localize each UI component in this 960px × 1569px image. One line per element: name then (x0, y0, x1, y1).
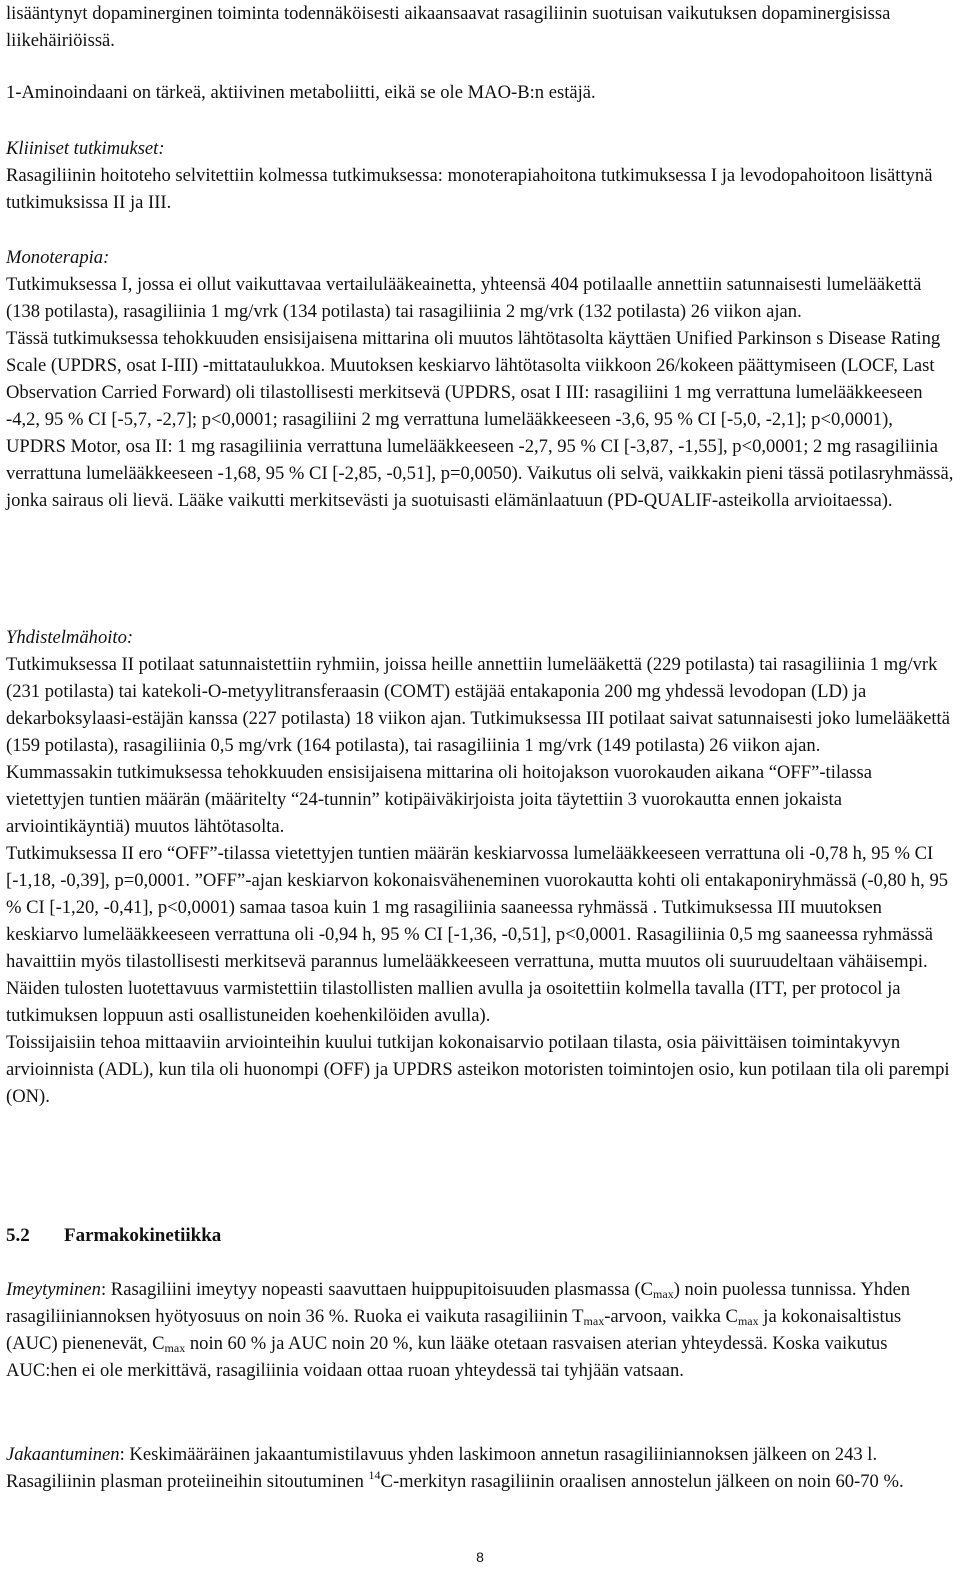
page-number: 8 (476, 1549, 484, 1565)
absorption-paragraph: Imeytyminen: Rasagiliini imeytyy nopeasti saavuttaen huippupitoisuuden plasmassa $(C_{max})$ noin puolessa tunnissa. Yhden rasagiliiniannoksen hyötyosuus on noin 36 %. Ruoka ei vaikuta rasagiliinin $T_{max}$-arvoon, vaikka $C_{max}$ ja kokonaisaltistus (AUC) pienenevät, $C_{max}$ noin 60 % ja AUC noin 20 %, kun lääke otetaan rasvaisen aterian yhteydessä. Koska vaikutus AUC:hen ei ole merkittävä, rasagiliinia voidaan ottaa ruoan yhteydessä tai tyhjään vatsaan. (6, 1279, 911, 1381)
monotherapy-heading: Monoterapia: (6, 247, 110, 268)
monotherapy-paragraph-2: Tässä tutkimuksessa tehokkuuden ensisijaisena mittarina oli muutos lähtötasolta käyttäen Unified Parkinson s Disease Rating Scale (UPDRS, osat I-III) -mittataulukkoa. Muutoksen keskiarvo lähtötasolta viikkoon 26/kokeen päättymiseen (LOCF, Last Observation Carried Forward) oli tilastollisesti merkitsevä (UPDRS, osat I III: rasagiliini 1 mg verrattuna lumelääkkeeseen -4,2, 95 % CI [-5,7, -2,7]; p<0,0001; rasagiliini 2 mg verrattuna lumelääkkeeseen -3,6, 95 % CI [-5,0, -2,1]; p<0,0001), UPDRS Motor, osa II: 1 mg rasagiliinia verrattuna lumelääkkeeseen -2,7, 95 % CI [-3,87, -1,55], p<0,0001; 2 mg rasagiliinia verrattuna lumelääkkeeseen -1,68, 95 % CI [-2,85, -0,51], p=0,0050). Vaikutus oli selvä, vaikkakin pieni tässä potilasryhmässä, jonka sairaus oli lievä. Lääke vaikutti merkitsevästi ja suotuisasti elämänlaatuun (PD-QUALIF-asteikolla arvioitaessa). (6, 328, 954, 511)
paragraph-intro-1: lisääntynyt dopaminerginen toiminta todennäköisesti aikaansaavat rasagiliinin suotuisan vaikutuksen dopaminergisissa liikehäiriöissä. (6, 3, 891, 51)
combination-paragraph-3: Tutkimuksessa II ero “OFF”-tilassa vietettyjen tuntien määrän keskiarvossa lumelääkkeeseen verrattuna oli -0,78 h, 95 % CI [-1,18, -0,39], p=0,0001. ”OFF”-ajan keskiarvon kokonaisväheneminen vuorokautta kohti oli entakaponiryhmässä (-0,80 h, 95 % CI [-1,20, -0,41], p<0,0001) samaa tasoa kuin 1 mg rasagiliinia saaneessa ryhmässä . Tutkimuksessa III muutoksen keskiarvo lumelääkkeeseen verrattuna oli -0,94 h, 95 % CI [-1,36, -0,51], p<0,0001. Rasagiliinia 0,5 mg saaneessa ryhmässä havaittiin myös tilastollisesti merkitsevä parannus lumelääkkeeseen verrattuna, mutta muutos oli suuruudeltaan vähäisempi. Näiden tulosten luotettavuus varmistettiin tilastollisten mallien avulla ja osoitettiin kolmella tavalla (ITT, per protocol ja tutkimuksen loppuun asti osallistuneiden koehenkilöiden avulla). (6, 843, 949, 1026)
combination-paragraph-4: Toissijaisiin tehoa mittaaviin arviointeihin kuului tutkijan kokonaisarvio potilaan tilasta, osia päivittäisen toimintakyvyn arvioinnista (ADL), kun tila oli huonompi (OFF) ja UPDRS asteikon motoristen toimintojen osio, kun potilaan tila oli parempi (ON). (6, 1032, 950, 1107)
clinical-heading: Kliiniset tutkimukset: (6, 138, 165, 159)
monotherapy-paragraph-1: Tutkimuksessa I, jossa ei ollut vaikuttavaa vertailulääkeainetta, yhteensä 404 potilaalle annettiin satunnaisesti lumelääkettä (138 potilasta), rasagiliinia 1 mg/vrk (134 potilasta) tai rasagiliinia 2 mg/vrk (132 potilasta) 26 viikon ajan. (6, 274, 922, 322)
combination-paragraph-2: Kummassakin tutkimuksessa tehokkuuden ensisijaisena mittarina oli hoitojakson vuorokauden aikana “OFF”-tilassa vietettyjen tuntien määrän (määritelty “24-tunnin” kotipäiväkirjoista joita täytettiin 3 vuorokautta ennen jokaista arviointikäyntiä) muutos lähtötasolta. (6, 762, 872, 837)
clinical-paragraph: Rasagiliinin hoitoteho selvitettiin kolmessa tutkimuksessa: monoterapiahoitona tutkimuksessa I ja levodopahoitoon lisättynä tutkimuksissa II ja III. (6, 165, 933, 213)
section-title: Farmakokinetiikka (64, 1225, 222, 1246)
combination-paragraph-1: Tutkimuksessa II potilaat satunnaistettiin ryhmiin, joissa heille annettiin lumelääkettä (229 potilasta) tai rasagiliinia 1 mg/vrk (231 potilasta) tai katekoli-O-metyylitransferaasin (COMT) estäjää entakaponia 200 mg yhdessä levodopan (LD) ja dekarboksylaasi-estäjän kanssa (227 potilasta) 18 viikon ajan. Tutkimuksessa III potilaat saivat satunnaisesti joko lumelääkettä (159 potilasta), rasagiliinia 0,5 mg/vrk (164 potilasta), tai rasagiliinia 1 mg/vrk (149 potilasta) 26 viikon ajan. (6, 654, 950, 756)
section-number: 5.2 (6, 1225, 30, 1246)
absorption-label: Imeytyminen (6, 1279, 101, 1300)
section-heading (6, 1222, 221, 1249)
paragraph-intro-2: 1-Aminoindaani on tärkeä, aktiivinen metaboliitti, eikä se ole MAO-B:n estäjä. (6, 82, 596, 103)
combination-heading: Yhdistelmähoito: (6, 627, 134, 648)
distribution-label: Jakaantuminen (6, 1444, 120, 1465)
distribution-paragraph: Jakaantuminen: Keskimääräinen jakaantumistilavuus yhden laskimoon annetun rasagiliiniannoksen jälkeen on 243 l. Rasagiliinin plasman proteiineihin sitoutuminen $^{14}$C-merkityn rasagiliinin oraalisen annostelun jälkeen on noin 60-70 %. (6, 1444, 904, 1492)
